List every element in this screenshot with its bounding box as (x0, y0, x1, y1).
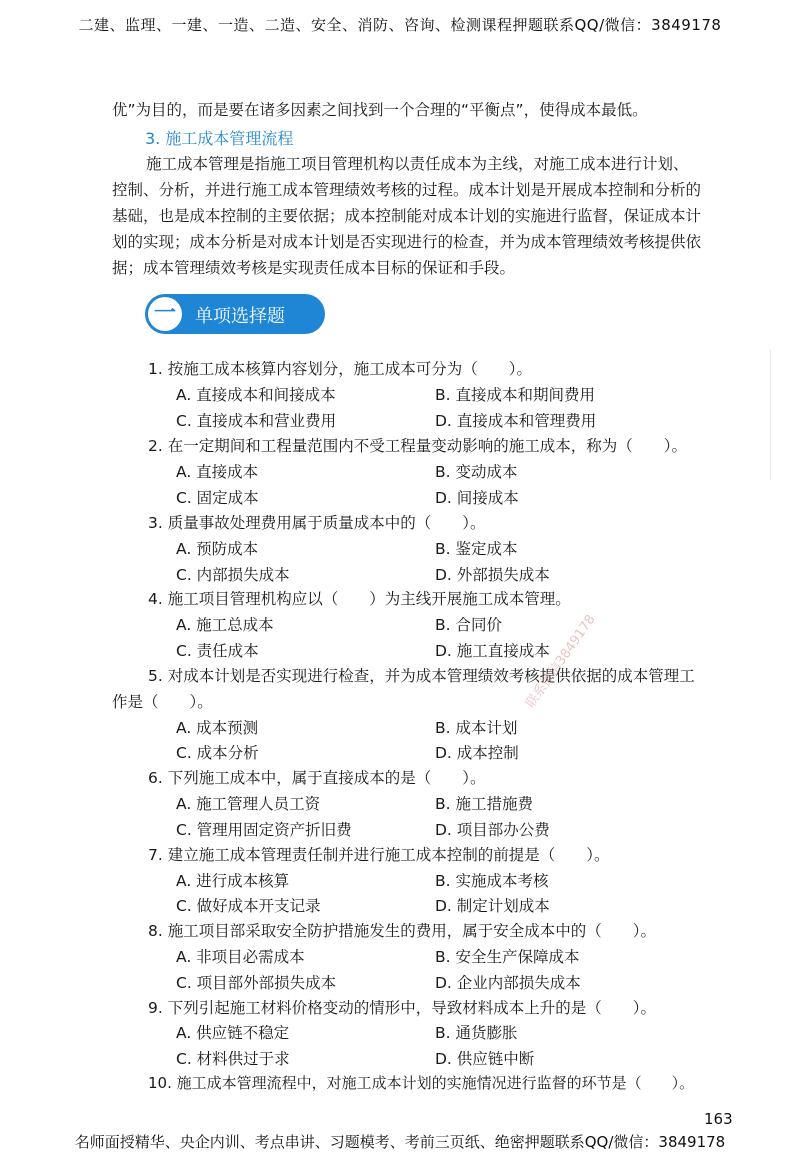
question-4: 4. 施工项目管理机构应以（ ）为主线开展施工成本管理。 (148, 590, 571, 608)
watermark: 联系微信3849178 (523, 612, 599, 711)
q9-option-a: A. 供应链不稳定 (176, 1024, 290, 1042)
question-8: 8. 施工项目部采取安全防护措施发生的费用，属于安全成本中的（ ）。 (148, 922, 656, 940)
q5-option-c: C. 成本分析 (176, 744, 259, 762)
q8-option-a: A. 非项目必需成本 (176, 948, 305, 966)
q1-option-b: B. 直接成本和期间费用 (435, 386, 595, 404)
q6-option-c: C. 管理用固定资产折旧费 (176, 821, 352, 839)
q5-option-a: A. 成本预测 (176, 719, 259, 737)
q5-option-b: B. 成本计划 (435, 719, 518, 737)
question-1: 1. 按施工成本核算内容划分，施工成本可分为（ ）。 (148, 360, 532, 378)
badge-number: 一 (148, 297, 182, 331)
q2-option-a: A. 直接成本 (176, 463, 259, 481)
q6-option-d: D. 项目部办公费 (435, 821, 550, 839)
question-3: 3. 质量事故处理费用属于质量成本中的（ ）。 (148, 514, 486, 532)
q7-option-d: D. 制定计划成本 (435, 897, 550, 915)
paragraph-line-1: 施工成本管理是指施工项目管理机构以责任成本为主线，对施工成本进行计划、 (146, 155, 689, 173)
scan-edge (770, 350, 771, 480)
q8-option-c: C. 项目部外部损失成本 (176, 974, 337, 992)
paragraph-line-5: 据；成本管理绩效考核是实现责任成本目标的保证和手段。 (112, 259, 516, 277)
q3-option-d: D. 外部损失成本 (435, 566, 550, 584)
q1-option-d: D. 直接成本和管理费用 (435, 412, 597, 430)
question-5-continued: 作是（ ）。 (112, 693, 213, 711)
question-2: 2. 在一定期间和工程量范围内不受工程量变动影响的施工成本，称为（ ）。 (148, 437, 687, 455)
q7-option-c: C. 做好成本开支记录 (176, 897, 321, 915)
q1-option-a: A. 直接成本和间接成本 (176, 386, 336, 404)
page-header: 二建、监理、一建、一造、二造、安全、消防、咨询、检测课程押题联系QQ/微信：3849178 (78, 16, 722, 34)
q6-option-b: B. 施工措施费 (435, 795, 533, 813)
q9-option-d: D. 供应链中断 (435, 1050, 535, 1068)
q3-option-a: A. 预防成本 (176, 540, 259, 558)
q4-option-d: D. 施工直接成本 (435, 642, 550, 660)
q8-option-d: D. 企业内部损失成本 (435, 974, 581, 992)
q2-option-d: D. 间接成本 (435, 489, 519, 507)
q9-option-c: C. 材料供过于求 (176, 1050, 290, 1068)
paragraph-line-2: 控制、分析，并进行施工成本管理绩效考核的过程。成本计划是开展成本控制和分析的 (112, 181, 702, 199)
q8-option-b: B. 安全生产保障成本 (435, 948, 580, 966)
q4-option-a: A. 施工总成本 (176, 616, 274, 634)
q2-option-c: C. 固定成本 (176, 489, 259, 507)
question-5: 5. 对成本计划是否实现进行检查，并为成本管理绩效考核提供依据的成本管理工 (148, 667, 695, 685)
q9-option-b: B. 通货膨胀 (435, 1024, 518, 1042)
question-10: 10. 施工成本管理流程中，对施工成本计划的实施情况进行监督的环节是（ ）。 (148, 1074, 695, 1092)
q7-option-a: A. 进行成本核算 (176, 872, 290, 890)
page-footer: 名师面授精华、央企内训、考点串讲、习题模考、考前三页纸、绝密押题联系QQ/微信：3849178 (74, 1133, 726, 1151)
badge-label: 单项选择题 (195, 306, 285, 327)
q1-option-c: C. 直接成本和营业费用 (176, 412, 337, 430)
paragraph-line-4: 划的实现；成本分析是对成本计划是否实现进行的检查，并为成本管理绩效考核提供依 (112, 233, 702, 251)
q4-option-b: B. 合同价 (435, 616, 502, 634)
section-title: 3. 施工成本管理流程 (145, 129, 294, 148)
question-6: 6. 下列施工成本中，属于直接成本的是（ ）。 (148, 769, 486, 787)
q7-option-b: B. 实施成本考核 (435, 872, 549, 890)
question-7: 7. 建立施工成本管理责任制并进行施工成本控制的前提是（ ）。 (148, 846, 610, 864)
q3-option-c: C. 内部损失成本 (176, 566, 290, 584)
q6-option-a: A. 施工管理人员工资 (176, 795, 321, 813)
q5-option-d: D. 成本控制 (435, 744, 519, 762)
question-9: 9. 下列引起施工材料价格变动的情形中，导致材料成本上升的是（ ）。 (148, 999, 656, 1017)
q2-option-b: B. 变动成本 (435, 463, 518, 481)
q3-option-b: B. 鉴定成本 (435, 540, 518, 558)
page-number: 163 (704, 1110, 733, 1128)
section-badge (145, 294, 325, 334)
intro-line: 优”为目的，而是要在诸多因素之间找到一个合理的“平衡点”，使得成本最低。 (112, 101, 648, 119)
paragraph-line-3: 基础，也是成本控制的主要依据；成本控制能对成本计划的实施进行监督，保证成本计 (112, 207, 702, 225)
q4-option-c: C. 责任成本 (176, 642, 259, 660)
